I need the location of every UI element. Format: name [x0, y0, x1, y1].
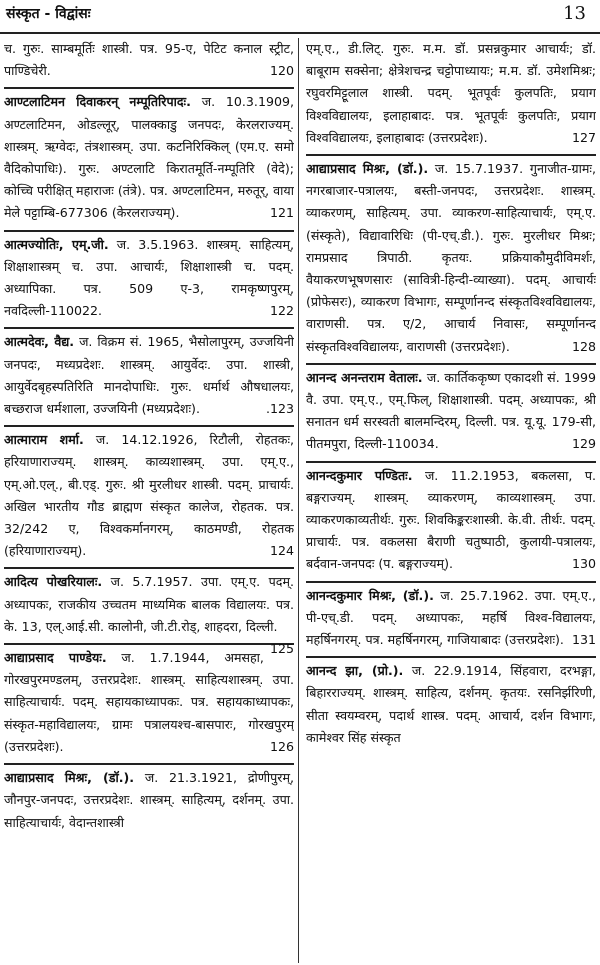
entry-number: 120 — [269, 63, 294, 79]
left-column — [4, 38, 294, 963]
entry-name: आत्मदेवः, वैद्य. — [4, 334, 75, 350]
entry-body: ज. 10.3.1909, अण्टलाटिमन, ओडल्लूर्, पालक्काडु जनपदः, केरलराज्यम्. शास्त्रम्. ऋग्वेदः, तंत्रशास्त्रम्. उपा. कटनिरिक्किल् (एम.ए. समो वैदिकोपाधिः). गुरुः. अण्टलाटि किरातमूर्ति-नम्पूतिरि (वेदे); कोच्चि परीक्षित् महाराजः (तंत्रे). पत्र. अण्टलाटिमन, मरुतूर्, वाया मेले पट्टाम्बि-677306 (केरलराज्यम्). — [4, 94, 294, 221]
entry — [4, 234, 294, 328]
entry-name: आदित्य पोखरियालः. — [4, 574, 103, 590]
entry — [306, 367, 596, 461]
entry-number: 127 — [571, 129, 596, 145]
entry-continued — [306, 38, 596, 154]
entry-rule — [4, 327, 294, 329]
entry-rule — [306, 656, 596, 658]
entry-name: आण्टलाटिमन दिवाकरन् नम्पूतिरिपादः. — [4, 94, 191, 110]
page-header — [0, 0, 600, 34]
entry-rule — [306, 363, 596, 365]
entry-body: ज. 3.5.1963. शास्त्रम्. साहित्यम्, शिक्षाशास्त्रम् च. उपा. आचार्यः, शिक्षाशास्त्री च. पदम्. अध्यापिका. पत्र. 509 ए-3, रामकृष्णपुरम्, नवदिल्ली-110022. — [4, 236, 294, 319]
entry-name: आनन्द झा, (प्रो.). — [306, 663, 404, 679]
entry — [4, 767, 294, 839]
entry-number: 128 — [571, 338, 596, 354]
entry-number: 124 — [269, 543, 294, 559]
page-number: 13 — [563, 3, 586, 24]
entry-name: आद्याप्रसाद मिश्रः, (डॉ.). — [306, 161, 429, 177]
entry-number: 130 — [571, 556, 596, 572]
running-head: संस्कृत - विद्वांसः — [6, 6, 91, 22]
entry — [4, 571, 294, 657]
entry-number: 121 — [269, 205, 294, 221]
entry-rule — [306, 581, 596, 583]
entry-number: 131 — [571, 632, 596, 648]
entry-name: आनन्दकुमार पण्डितः. — [306, 467, 413, 483]
entry-rule — [4, 567, 294, 569]
entry-body: एम्.ए., डी.लिट्. गुरुः. म.म. डॉ. प्रसन्नकुमार आचार्यः; डॉ. बाबूराम सक्सेना; क्षेत्रेशचन्द्र चट्टोपाध्यायः; म.म. डॉ. उमेशमिश्रः; रघुवरमिट्टूलाल शास्त्री. पदम्. भूतपूर्वः कुलपतिः, प्रयाग विश्वविद्यालयः, इलाहाबादः. पत्र. भूतपूर्वः कुलपतिः, प्रयाग विश्वविद्यालयः, इलाहाबादः (उत्तरप्रदेशः). — [306, 41, 596, 145]
entry — [4, 429, 294, 567]
entry — [4, 331, 294, 425]
entry-rule — [306, 461, 596, 463]
right-column — [306, 38, 596, 963]
entry — [306, 465, 596, 581]
entry-name: आद्याप्रसाद पाण्डेयः. — [4, 650, 107, 666]
entry-name: आत्माराम शर्मा. — [4, 432, 84, 448]
entry-number: 125 — [269, 641, 294, 657]
entry — [4, 647, 294, 763]
entry-body: ज. 14.12.1926, रिटौली, रोहतकः, हरियाणाराज्यम्. शास्त्रम्. काव्यशास्त्रम्. उपा. एम्.ए., एम्.ओ.एल्., बी.एड्. गुरुः. श्री मुरलीधर शास्त्री. पदम्. प्राचार्यः. अखिल भारतीय गौड ब्राह्मण संस्कृत कालेज, रोहतक. पत्र. 32/242 ए, विश्वकर्मानगरम्, काठमण्डी, रोहतक (हरियाणाराज्यम्). — [4, 432, 294, 559]
entry-body: ज. 15.7.1937. गुनाजीत-ग्रामः, नगरबाजार-पत्रालयः, बस्ती-जनपदः, उत्तरप्रदेशः. शास्त्रम्. व्याकरणम्, साहित्यम्. उपा. व्याकरण-साहित्याचार्यः, एम्.ए. (संस्कृते), विद्यावारिधिः (पी-एच्.डी.). गुरुः. मुरलीधर मिश्रः; रामप्रसाद त्रिपाठी. कृतयः. प्रक्रियाकौमुदीविमर्शः, वैयाकरणभूषणसारः (सावित्री-हिन्दी-व्याख्या). पदम्. आचार्यः (प्रोफेसरः), व्याकरण विभागः, सम्पूर्णानन्द संस्कृतविश्वविद्यालयः, वाराणसी. पत्र. ए/2, आचार्य निवासः, सम्पूर्णानन्द संस्कृतविश्वविद्यालयः, वाराणसी (उत्तरप्रदेशः). — [306, 161, 596, 354]
entry-number: 129 — [571, 436, 596, 452]
entry-rule — [4, 87, 294, 89]
entry-rule — [4, 763, 294, 765]
entry-body: ज. 25.7.1962. उपा. एम्.ए., पी-एच्.डी. पदम्. अध्यापकः, महर्षि विश्व-विद्यालयः, महर्षिनगरम्. पत्र. महर्षिनगरम्, गाजियाबादः (उत्तरप्रदेशः). — [306, 587, 596, 648]
entry-number: 126 — [269, 738, 294, 754]
entry-body: ज. विक्रम सं. 1965, भैसोलापुरम्, उज्जयिनी जनपदः, मध्यप्रदेशः. शास्त्रम्. आयुर्वेदः. उपा. शास्त्री, आयुर्वेदबृहस्पतिरिति मानदोपाधिः. गुरुः. धर्मार्थ औषधालयः, बच्छराज धर्मशाला, उज्जयिनी (मध्यप्रदेशः). — [4, 334, 294, 417]
column-divider — [298, 38, 299, 963]
entry-body: ज. 1.7.1944, अमसहा, गोरखपुरमण्डलम्, उत्तरप्रदेशः. शास्त्रम्. साहित्यशास्त्रम्. उपा. साहित्याचार्यः. पदम्. सहायकाध्यापकः. पत्र. सहायकाध्यापकः, संस्कृत-महाविद्यालयः, ग्रामः पत्रालयश्च-बासपारः, गोरखपुरम् (उत्तरप्रदेशः). — [4, 650, 294, 754]
entry-body: ज. 21.3.1921, द्रोणीपुरम्, जौनपुर-जनपदः, उत्तरप्रदेशः. शास्त्रम्. साहित्यम्, दर्शनम्. उपा. साहित्याचार्यः, वेदान्तशास्त्री — [4, 770, 294, 830]
entry — [306, 660, 596, 754]
entry-body: ज. 5.7.1957. उपा. एम्.ए. पदम्. अध्यापकः, राजकीय उच्चतम माध्यमिक बालक विद्यालयः. पत्र. के. 13, एल्.आई.सी. कालोनी, जी.टी.रोड्, शाहदरा, दिल्ली. — [4, 574, 294, 634]
entry-number: .123 — [265, 401, 294, 417]
entry-rule — [306, 154, 596, 156]
entry-name: आत्मज्योतिः, एम्.जी. — [4, 236, 109, 252]
entry — [306, 585, 596, 657]
entry-body: ज. 22.9.1914, सिंहवारा, दरभङ्गा, बिहारराज्यम्. शास्त्रम्. साहित्य, दर्शनम्. कृतयः. रसनिर्झरिणी, सीता स्वयम्वरम्, पदार्थ शास्त्र. पदम्. आचार्य, दर्शन विभागः, कामेश्वर सिंह संस्कृत — [306, 663, 596, 745]
entry-number: 122 — [269, 303, 294, 319]
entry-rule — [4, 425, 294, 427]
entry-body: ज. कार्तिककृष्ण एकादशी सं. 1999 वै. उपा. एम्.ए., एम्.फिल्, शिक्षाशास्त्री. पदम्. अध्यापकः, श्री सनातन धर्म सरस्वती बालमन्दिरम्, दिल्ली. पत्र. यू.यू. 179-सी, पीतमपुरा, दिल्ली-110034. — [306, 369, 596, 452]
entry-rule — [4, 230, 294, 232]
entry-continued — [4, 38, 294, 87]
entry — [4, 91, 294, 229]
entry-name: आनन्द अनन्तराम वेतालः. — [306, 369, 423, 385]
entry-rule — [4, 643, 294, 645]
entry-name: आद्याप्रसाद मिश्रः, (डॉ.). — [4, 770, 135, 786]
entry-body: ज. 11.2.1953, बकलसा, प. बङ्गराज्यम्. शास्त्रम्. व्याकरणम्, काव्यशास्त्रम्. उपा. व्याकरणकाव्यतीर्थः. गुरुः. शिवकिङ्करःशास्त्री. के.वी. तीर्थः. पदम्. प्राचार्यः. पत्र. वकलसा बैराणी चतुष्पाठी, कुलायी-पत्रालयः, बर्दवान-जनपदः (प. बङ्गराज्यम्). — [306, 467, 596, 572]
entry-name: आनन्दकुमार मिश्रः, (डॉ.). — [306, 587, 434, 603]
entry — [306, 158, 596, 363]
entry-body: च. गुरुः. साम्बमूर्तिः शास्त्री. पत्र. 95-ए, पेटिट कनाल स्ट्रीट, पाण्डिचेरी. — [4, 41, 294, 79]
